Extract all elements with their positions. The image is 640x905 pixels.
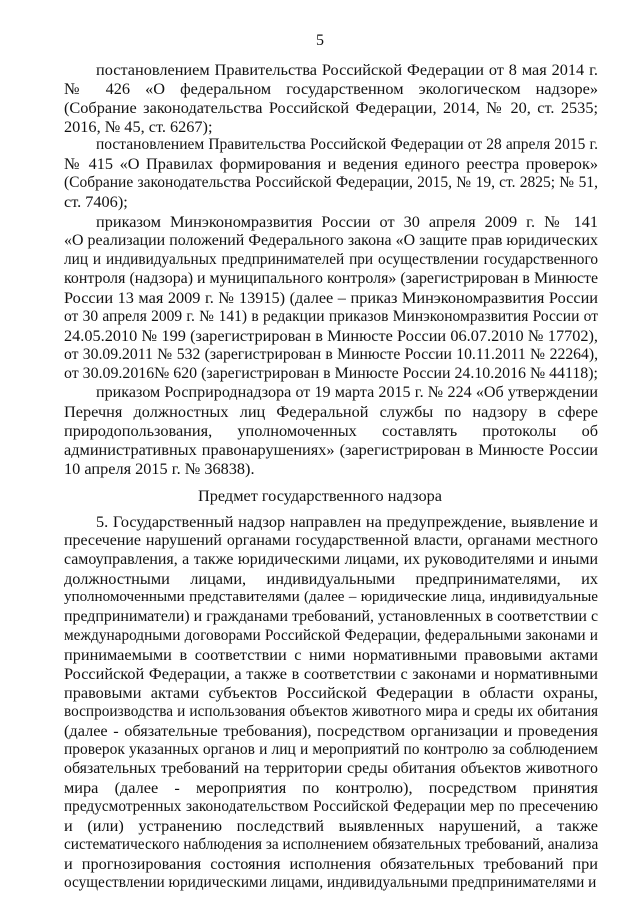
paragraph-line: 24.05.2010 № 199 (зарегистрирован в Минюсте России 06.07.2010 № 17702), xyxy=(64,326,598,345)
paragraph-line: от 30.09.2011 № 532 (зарегистрирован в Минюсте России 10.11.2011 № 22264), xyxy=(64,346,598,363)
paragraph-line: Российской Федерации, а также в соответствии с законами и нормативными xyxy=(64,664,598,683)
paragraph-line: самоуправления, а также юридическими лицами, их руководителями и иными xyxy=(64,551,598,568)
paragraph-line: проверок указанных органов и лиц и мероприятий по контролю за соблюдением xyxy=(64,741,598,758)
paragraph-line: Перечня должностных лиц Федеральной службы по надзору в сфере xyxy=(64,402,598,421)
paragraph-line: постановлением Правительства Российской Федерации от 8 мая 2014 г. xyxy=(96,60,598,79)
paragraph-line: должностными лицами, индивидуальными предпринимателями, их xyxy=(64,569,598,588)
paragraph-line: № 415 «О Правилах формирования и ведения единого реестра проверок» xyxy=(64,154,598,173)
paragraph-line: от 30 апреля 2009 г. № 141) в редакции приказов Минэкономразвития России от xyxy=(64,308,598,325)
paragraph-line: постановлением Правительства Российской Федерации от 28 апреля 2015 г. xyxy=(96,136,598,153)
paragraph-line: ст. 7406); xyxy=(64,192,128,211)
paragraph-line: № 426 «О федеральном государственном экологическом надзоре» xyxy=(64,79,598,98)
paragraph-line: и прогнозирования состояния исполнения обязательных требований при xyxy=(64,854,598,873)
paragraph-line: систематического наблюдения за исполнением обязательных требований, анализа xyxy=(64,836,599,853)
paragraph-line: (Собрание законодательства Российской Федерации, 2014, № 20, ст. 2535; xyxy=(64,98,598,117)
paragraph-line: обязательных требований на территории среды обитания объектов животного xyxy=(64,760,598,777)
paragraph-line: правовыми актами субъектов Российской Федерации в области охраны, xyxy=(64,683,598,702)
paragraph-line: (далее - обязательные требования), посредством организации и проведения xyxy=(64,721,598,740)
paragraph-line: 10 апреля 2015 г. № 36838). xyxy=(64,459,255,478)
paragraph-line: принимаемыми в соответствии с ними нормативными правовыми актами xyxy=(64,645,598,664)
paragraph-line: предприниматели) и гражданами требований, установленных в соответствии с xyxy=(64,608,598,625)
paragraph-line: природопользования, уполномоченных составлять протоколы об xyxy=(64,421,598,440)
paragraph-line: (Собрание законодательства Российской Федерации, 2015, № 19, ст. 2825; № 51, xyxy=(64,174,598,191)
paragraph-line: 5. Государственный надзор направлен на предупреждение, выявление и xyxy=(96,512,598,531)
paragraph-line: приказом Минэкономразвития России от 30 апреля 2009 г. № 141 xyxy=(96,212,598,231)
paragraph-line: от 30.09.2016№ 620 (зарегистрирован в Минюсте России 24.10.2016 № 44118); xyxy=(64,365,598,382)
paragraph-line: лиц и индивидуальных предпринимателей при осуществлении государственного xyxy=(64,251,598,268)
paragraph-line: предусмотренных законодательством Российской Федерации мер по пресечению xyxy=(64,798,598,815)
paragraph-line: России 13 мая 2009 г. № 13915) (далее – приказ Минэкономразвития России xyxy=(64,288,598,307)
page-number: 5 xyxy=(316,32,324,49)
paragraph-line: контроля (надзора) и муниципального контроля» (зарегистрирован в Минюсте xyxy=(64,270,598,287)
paragraph-line: приказом Росприроднадзора от 19 марта 2015 г. № 224 «Об утверждении xyxy=(96,384,598,401)
paragraph-line: 2016, № 45, ст. 6267); xyxy=(64,117,213,136)
paragraph-line: международными договорами Российской Федерации, федеральными законами и xyxy=(64,627,598,644)
paragraph-line: уполномоченными представителями (далее – юридические лица, индивидуальные xyxy=(64,589,598,605)
paragraph-line: административных правонарушениях» (зарегистрирован в Минюсте России xyxy=(64,440,598,459)
section-heading: Предмет государственного надзора xyxy=(198,486,442,505)
paragraph-line: пресечение нарушений органами государственной власти, органами местного xyxy=(64,532,598,549)
paragraph-line: и (или) устранению последствий выявленных нарушений, а также xyxy=(64,816,598,835)
paragraph-line: мира (далее - мероприятия по контролю), посредством принятия xyxy=(64,778,598,797)
paragraph-line: воспроизводства и использования объектов животного мира и среды их обитания xyxy=(64,703,598,720)
paragraph-line: осуществлении юридическими лицами, индивидуальными предпринимателями и xyxy=(64,874,597,891)
paragraph-line: «О реализации положений Федерального закона «О защите прав юридических xyxy=(64,232,598,249)
